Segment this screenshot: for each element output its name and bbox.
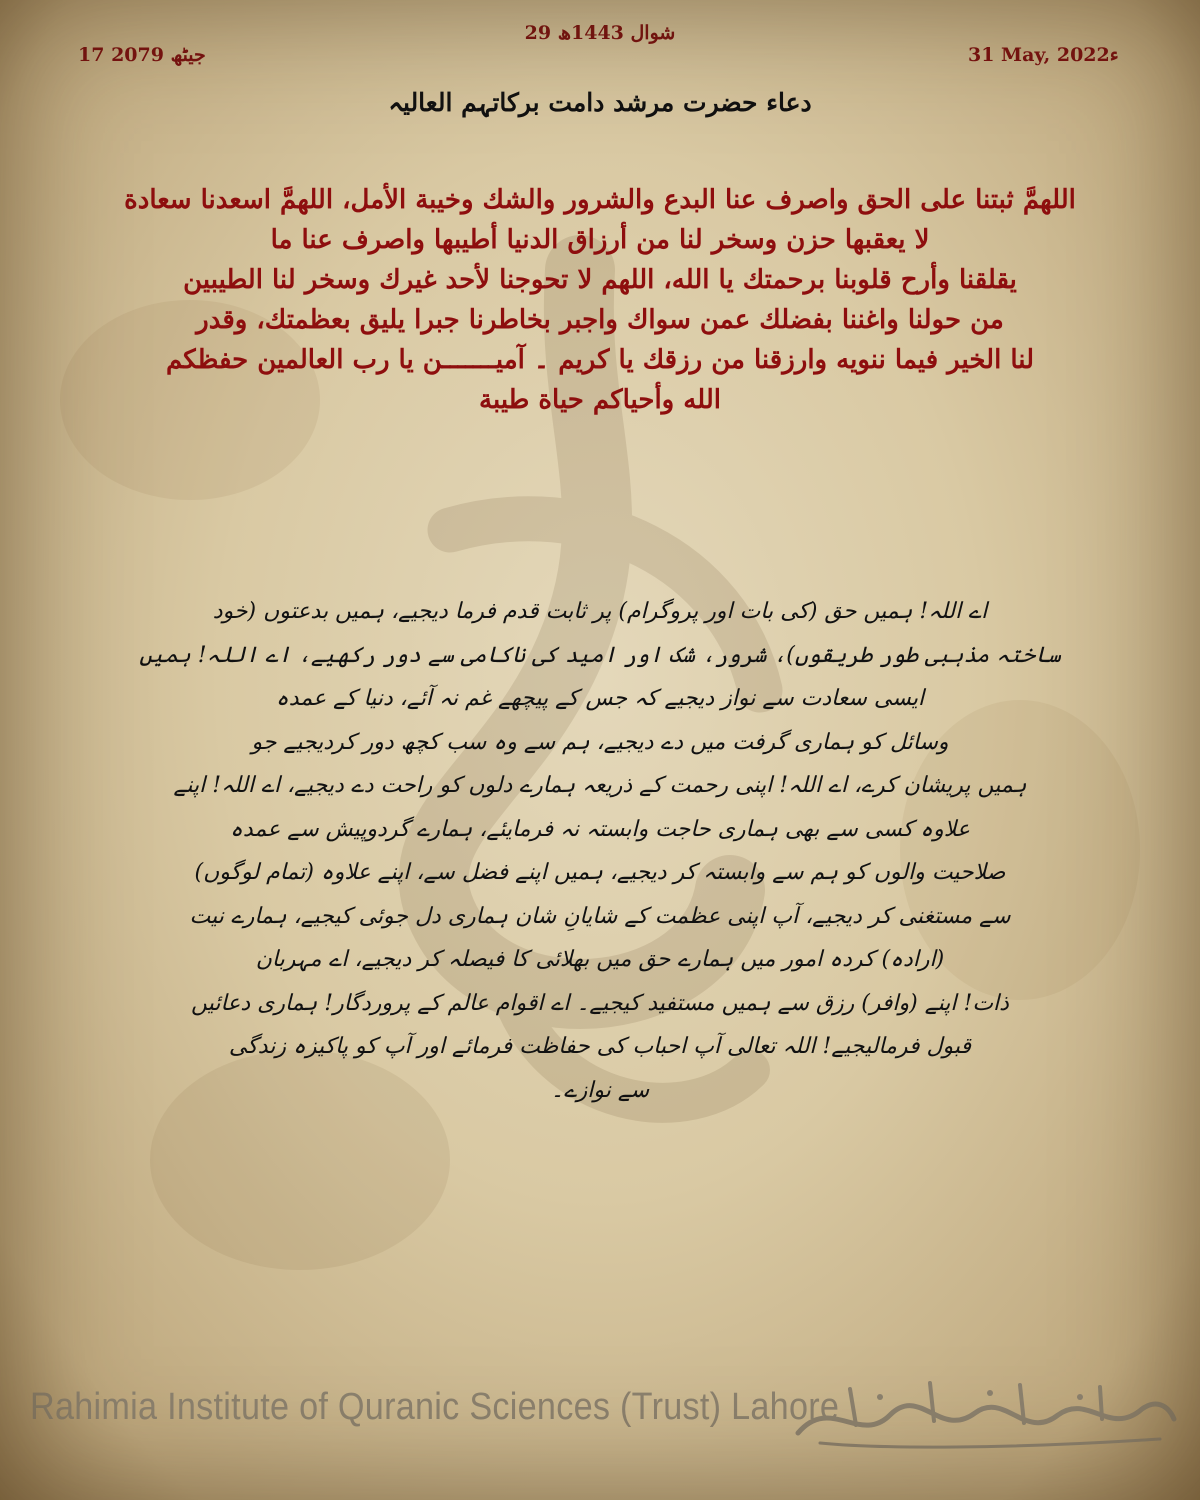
urdu-line: ساختہ مذہبی طور طریقوں)، شرور، شک اور امید کی ناکامی سے دور رکھیے، اے اللہ! ہمیں [139,642,1061,668]
urdu-line: علاوہ کسی سے بھی ہماری حاجت وابستہ نہ فرمایئے، ہمارے گردوپیش سے عمدہ [230,816,970,842]
urdu-line: وسائل کو ہماری گرفت میں دے دیجیے، ہم سے وہ سب کچھ دور کردیجیے جو [251,729,949,755]
urdu-line: ذات! اپنے (وافر) رزق سے ہمیں مستفید کیجیے۔ اے اقوام عالم کے پروردگار! ہماری دعائیں [191,990,1009,1016]
arabic-line: من حولنا واغننا بفضلك عمن سواك واجبر بخاطرنا جبرا يليق بعظمتك، وقدر [196,305,1004,335]
institute-logo [790,1375,1180,1455]
institute-name-english: Rahimia Institute of Quranic Sciences (Trust) Lahore [30,1386,840,1428]
urdu-line: (ارادہ) کردہ امور میں ہمارے حق میں بھلائی کا فیصلہ کر دیجیے، اے مہربان [255,947,945,972]
urdu-line: ایسی سعادت سے نواز دیجیے کہ جس کے پیچھے غم نہ آئے، دنیا کے عمدہ [275,686,925,711]
arabic-line: يقلقنا وأرح قلوبنا برحمتك يا الله، اللهم لا تحوجنا لأحد غيرك وسخر لنا الطيبين [183,265,1017,295]
urdu-line: سے نوازے۔ [550,1077,650,1103]
arabic-dua [75,180,1125,420]
urdu-line: صلاحیت والوں کو ہم سے وابستہ کر دیجیے، ہمیں اپنے فضل سے، اپنے علاوہ (تمام لوگوں) [194,860,1006,885]
urdu-line: اے اللہ! ہمیں حق (کی بات اور پروگرام) پر ثابت قدم فرما دیجیے، ہمیں بدعتوں (خود [212,599,988,624]
arabic-line: لنا الخير فيما ننويه وارزقنا من رزقك يا كريم ۔ آمیـــــــن يا رب العالمين حفظكم [165,345,1035,375]
hijri-date: 29 شوال 1443ھ [524,22,676,44]
urdu-line: ہمیں پریشان کرے، اے اللہ! اپنی رحمت کے ذریعہ ہمارے دلوں کو راحت دے دیجیے، اے اللہ! اپنے [173,773,1027,798]
arabic-line: اللهمَّ ثبتنا على الحق واصرف عنا البدع والشرور والشك وخيبة الأمل، اللهمَّ اسعدنا سعادة [124,185,1076,215]
arabic-line: الله وأحياكم حياة طيبة [479,385,721,415]
urdu-line: قبول فرمالیجیے! اللہ تعالی آپ احباب کی حفاظت فرمائے اور آپ کو پاکیزہ زندگی [228,1034,972,1059]
page-title: دعاء حضرت مرشد دامت برکاتہم العالیہ [388,88,812,117]
bikrami-date: 17 جیٹھ 2079 [78,44,206,66]
gregorian-date: 31 May, 2022ء [968,44,1119,66]
urdu-line: سے مستغنی کر دیجیے، آپ اپنی عظمت کے شایانِ شان ہماری دل جوئی کیجیے، ہمارے نیت [189,903,1011,929]
urdu-translation [110,590,1090,1112]
arabic-line: لا يعقبها حزن وسخر لنا من أرزاق الدنيا أطيبها واصرف عنا ما [270,225,930,255]
